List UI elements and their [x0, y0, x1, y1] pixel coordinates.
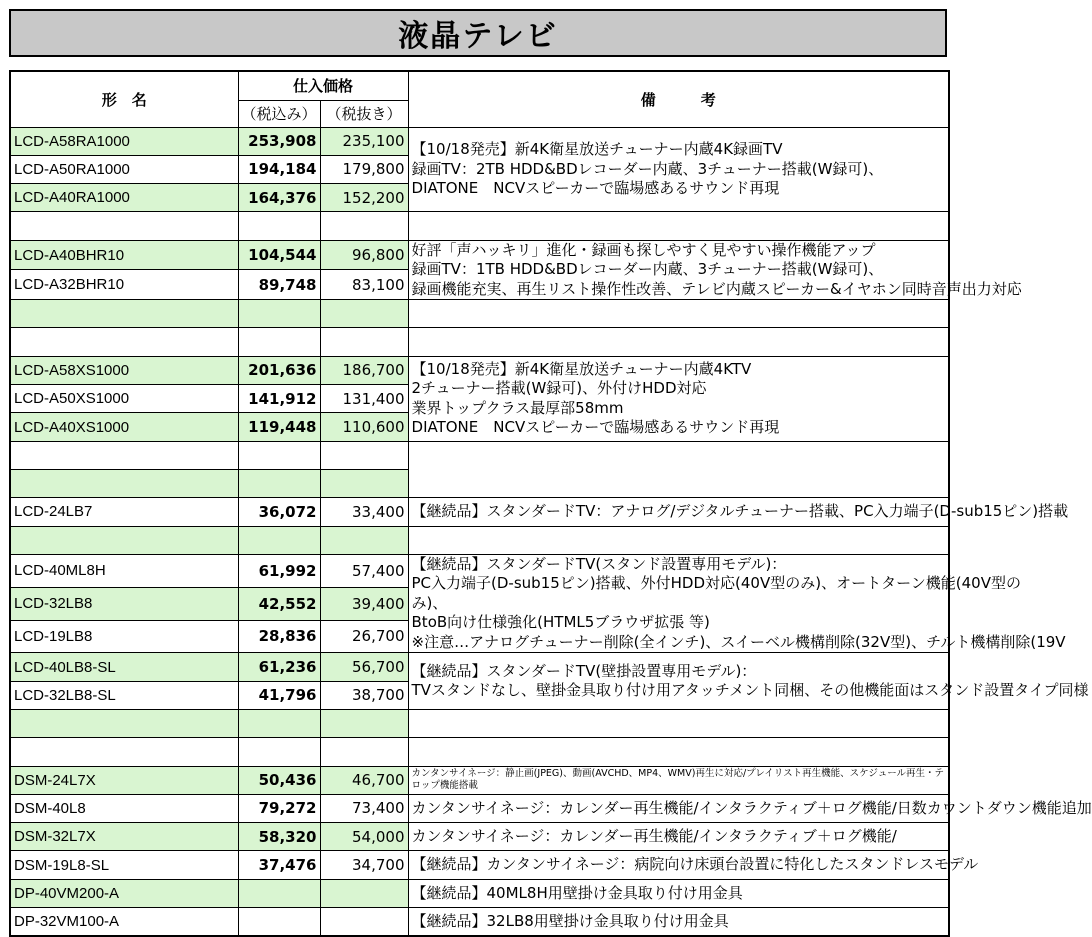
note-line: 業界トップクラス最厚部58mm	[411, 398, 624, 417]
note-line: TVスタンドなし、壁掛金具取り付け用アタッチメント同梱、その他機能面はスタンド設置タイプ同様	[411, 681, 1089, 700]
price-tax-ex-cell	[320, 709, 408, 737]
model-cell: DSM-24L7X	[10, 766, 238, 794]
notes-cell	[408, 498, 1069, 526]
price-tax-ex-cell	[320, 526, 408, 554]
note-line: 好評「声ハッキリ」進化・録画も探しやすく見やすい操作機能アップ	[411, 240, 876, 259]
model-cell: LCD-A40BHR10	[10, 240, 238, 270]
price-tax-ex-cell: 110,600	[320, 413, 408, 441]
notes-cell	[408, 127, 949, 212]
column-header-price: 仕入価格	[238, 71, 408, 100]
note-line: 【10/18発売】新4K衛星放送チューナー内蔵4KTV	[411, 359, 752, 378]
model-cell: LCD-32LB8	[10, 587, 238, 620]
price-tax-in-cell	[238, 709, 320, 737]
price-tax-in-cell	[238, 738, 320, 766]
price-tax-ex-cell: 26,700	[320, 620, 408, 653]
note-line: 録画TV：2TB HDD&BDレコーダー内蔵、3チューナー搭載(W録可)、	[411, 159, 884, 178]
note-line: 【継続品】スタンダードTV(壁掛設置専用モデル)：	[411, 661, 757, 680]
table-row	[10, 908, 949, 936]
table-row	[10, 498, 949, 526]
model-cell: DP-32VM100-A	[10, 908, 238, 936]
price-tax-in-cell: 194,184	[238, 155, 320, 183]
note-line: DIATONE NCVスピーカーで臨場感あるサウンド再現	[411, 179, 780, 198]
notes-cell	[408, 240, 1022, 300]
notes-cell	[408, 709, 949, 737]
price-tax-ex-cell: 235,100	[320, 127, 408, 155]
notes-cell	[408, 554, 1066, 653]
table-row	[10, 709, 949, 737]
price-tax-in-cell: 164,376	[238, 184, 320, 212]
note-line: DIATONE NCVスピーカーで臨場感あるサウンド再現	[411, 418, 780, 437]
price-tax-in-cell: 201,636	[238, 356, 320, 384]
table-row	[10, 823, 949, 851]
table-row	[10, 766, 949, 794]
notes-cell	[408, 766, 949, 794]
price-table	[9, 70, 1092, 937]
model-cell: LCD-19LB8	[10, 620, 238, 653]
price-tax-in-cell: 36,072	[238, 498, 320, 526]
model-cell: LCD-A50XS1000	[10, 385, 238, 413]
notes-cell	[408, 441, 949, 498]
price-tax-ex-cell	[320, 738, 408, 766]
model-cell: LCD-A40RA1000	[10, 184, 238, 212]
model-cell	[10, 441, 238, 469]
model-cell: LCD-32LB8-SL	[10, 681, 238, 709]
table-row	[10, 879, 949, 907]
notes-cell	[408, 300, 949, 328]
model-cell: LCD-A58RA1000	[10, 127, 238, 155]
price-tax-in-cell: 61,992	[238, 554, 320, 587]
price-tax-in-cell: 28,836	[238, 620, 320, 653]
price-tax-ex-cell: 56,700	[320, 653, 408, 681]
note-line: 【継続品】スタンダードTV(スタンド設置専用モデル)：	[411, 554, 787, 573]
price-tax-ex-cell	[320, 908, 408, 936]
table-row	[10, 851, 949, 879]
note-line: 【継続品】40ML8H用壁掛け金具取り付け用金具	[411, 883, 743, 902]
price-tax-ex-cell: 83,100	[320, 270, 408, 300]
column-header-tax-in: （税込み）	[238, 100, 320, 127]
note-line: カンタンサイネージ：カレンダー再生機能/インタラクティブ＋ログ機能/	[411, 827, 897, 846]
notes-cell	[408, 851, 979, 879]
price-tax-in-cell: 41,796	[238, 681, 320, 709]
price-tax-in-cell	[238, 908, 320, 936]
model-cell	[10, 328, 238, 356]
notes-cell	[408, 823, 949, 851]
price-tax-in-cell: 141,912	[238, 385, 320, 413]
price-tax-ex-cell: 33,400	[320, 498, 408, 526]
price-tax-in-cell: 50,436	[238, 766, 320, 794]
model-cell: LCD-A32BHR10	[10, 270, 238, 300]
notes-cell	[408, 653, 1089, 710]
model-cell: DSM-40L8	[10, 794, 238, 822]
price-tax-ex-cell	[320, 469, 408, 497]
model-cell: LCD-A40XS1000	[10, 413, 238, 441]
notes-cell	[408, 328, 949, 356]
note-line: BtoB向け仕様強化(HTML5ブラウザ拡張 等)	[411, 613, 710, 632]
price-tax-ex-cell: 152,200	[320, 184, 408, 212]
price-tax-in-cell: 61,236	[238, 653, 320, 681]
note-line: 録画TV：1TB HDD&BDレコーダー内蔵、3チューナー搭載(W録可)、	[411, 260, 884, 279]
table-row	[10, 738, 949, 766]
table-row	[10, 441, 949, 469]
note-line: 録画機能充実、再生リスト操作性改善、テレビ内蔵スピーカー&イヤホン同時音声出力対応	[411, 279, 1022, 298]
table-row	[10, 127, 949, 155]
note-line: み)、	[411, 593, 448, 612]
price-tax-in-cell: 119,448	[238, 413, 320, 441]
model-cell: DSM-19L8-SL	[10, 851, 238, 879]
price-tax-in-cell: 104,544	[238, 240, 320, 270]
price-tax-ex-cell: 186,700	[320, 356, 408, 384]
column-header-notes: 備 考	[408, 71, 949, 127]
price-tax-in-cell: 42,552	[238, 587, 320, 620]
model-cell: LCD-A58XS1000	[10, 356, 238, 384]
notes-cell	[408, 738, 949, 766]
model-cell: DP-40VM200-A	[10, 879, 238, 907]
column-header-model: 形 名	[10, 71, 238, 127]
price-tax-in-cell	[238, 300, 320, 328]
model-cell: LCD-A50RA1000	[10, 155, 238, 183]
table-row	[10, 240, 949, 270]
price-tax-in-cell: 79,272	[238, 794, 320, 822]
note-line: カンタンサイネージ：静止画(JPEG)、動画(AVCHD、MP4、WMV)再生に対応/プレイリスト再生機能、スケジュール再生・テロップ機能搭載	[411, 768, 945, 792]
price-tax-ex-cell	[320, 879, 408, 907]
notes-cell	[408, 356, 949, 441]
note-line: ※注意…アナログチューナー削除(全インチ)、スイーベル機構削除(32V型)、チルト機構削除(19V	[411, 632, 1066, 651]
price-tax-ex-cell: 46,700	[320, 766, 408, 794]
column-header-tax-ex: （税抜き）	[320, 100, 408, 127]
model-cell	[10, 738, 238, 766]
price-tax-in-cell: 253,908	[238, 127, 320, 155]
table-row	[10, 526, 949, 554]
price-tax-ex-cell	[320, 212, 408, 240]
model-cell	[10, 212, 238, 240]
price-tax-in-cell	[238, 526, 320, 554]
model-cell: LCD-40ML8H	[10, 554, 238, 587]
price-tax-in-cell	[238, 879, 320, 907]
price-tax-ex-cell: 131,400	[320, 385, 408, 413]
table-row	[10, 794, 949, 822]
note-line: 【継続品】スタンダードTV：アナログ/デジタルチューナー搭載、PC入力端子(D-sub15ピン)搭載	[411, 502, 1069, 521]
note-line: カンタンサイネージ：カレンダー再生機能/インタラクティブ＋ログ機能/日数カウントダウン機能追加	[411, 798, 1092, 817]
notes-cell	[408, 879, 949, 907]
price-tax-in-cell: 89,748	[238, 270, 320, 300]
notes-cell	[408, 794, 1092, 822]
price-tax-ex-cell	[320, 300, 408, 328]
note-line: 【継続品】32LB8用壁掛け金具取り付け用金具	[411, 911, 729, 930]
note-line: PC入力端子(D-sub15ピン)搭載、外付HDD対応(40V型のみ)、オートターン機能(40V型の	[411, 574, 1021, 593]
note-line: 2チューナー搭載(W録可)、外付けHDD対応	[411, 379, 707, 398]
model-cell	[10, 469, 238, 497]
price-tax-ex-cell: 38,700	[320, 681, 408, 709]
table-row	[10, 300, 949, 328]
price-tax-ex-cell: 54,000	[320, 823, 408, 851]
price-tax-ex-cell	[320, 441, 408, 469]
table-row	[10, 653, 949, 681]
notes-cell	[408, 908, 949, 936]
price-tax-in-cell	[238, 469, 320, 497]
price-tax-ex-cell: 179,800	[320, 155, 408, 183]
price-tax-in-cell	[238, 328, 320, 356]
price-tax-ex-cell	[320, 328, 408, 356]
model-cell: DSM-32L7X	[10, 823, 238, 851]
table-row	[10, 328, 949, 356]
table-row	[10, 356, 949, 384]
price-tax-ex-cell: 57,400	[320, 554, 408, 587]
price-tax-in-cell: 37,476	[238, 851, 320, 879]
model-cell: LCD-40LB8-SL	[10, 653, 238, 681]
price-tax-ex-cell: 39,400	[320, 587, 408, 620]
note-line: 【10/18発売】新4K衛星放送チューナー内蔵4K録画TV	[411, 140, 783, 159]
model-cell	[10, 526, 238, 554]
table-row	[10, 554, 949, 587]
model-cell: LCD-24LB7	[10, 498, 238, 526]
price-tax-ex-cell: 34,700	[320, 851, 408, 879]
table-row	[10, 212, 949, 240]
table-body	[10, 127, 1092, 936]
notes-cell	[408, 526, 949, 554]
notes-cell	[408, 212, 949, 240]
note-line: 【継続品】カンタンサイネージ：病院向け床頭台設置に特化したスタンドレスモデル	[411, 855, 979, 874]
price-tax-in-cell	[238, 212, 320, 240]
price-tax-ex-cell: 96,800	[320, 240, 408, 270]
model-cell	[10, 709, 238, 737]
price-tax-ex-cell: 73,400	[320, 794, 408, 822]
price-tax-in-cell	[238, 441, 320, 469]
model-cell	[10, 300, 238, 328]
page-title: 液晶テレビ	[9, 9, 947, 57]
price-tax-in-cell: 58,320	[238, 823, 320, 851]
